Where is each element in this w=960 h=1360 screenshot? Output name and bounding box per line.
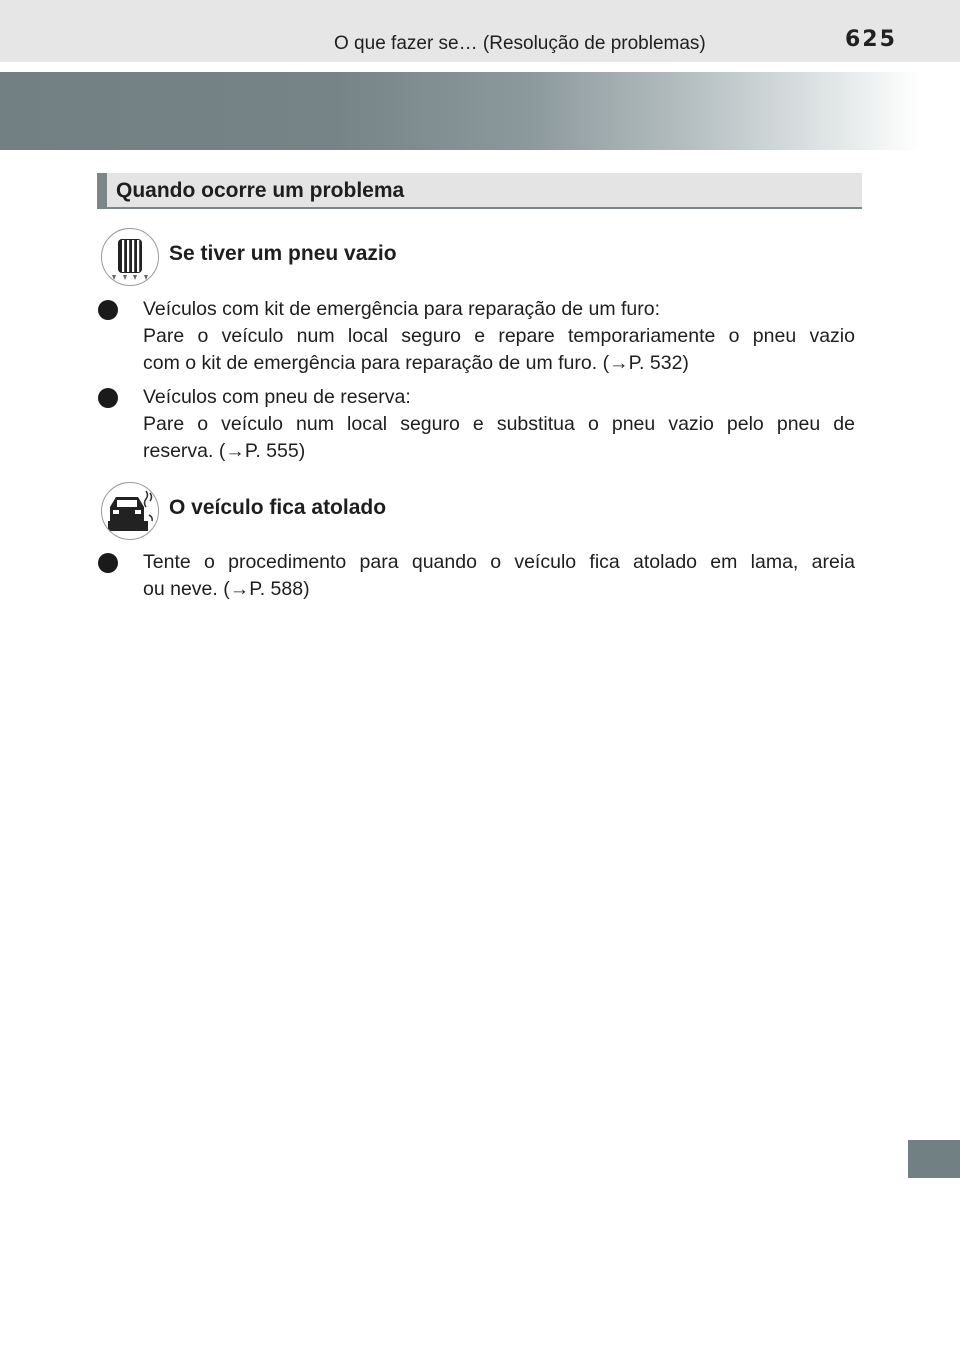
flat-tire-icon: [101, 228, 159, 286]
subsection-title-flat-tire: Se tiver um pneu vazio: [169, 242, 397, 265]
list-item: [143, 296, 855, 377]
page-number: 625: [845, 27, 897, 52]
item-text: Tente o procedimento para quando o veículo fica atolado em lama, areia: [143, 551, 855, 573]
section-heading: [97, 173, 862, 209]
item-text: Pare o veículo num local seguro e repare temporariamente o pneu vazio: [143, 325, 855, 347]
bullet: [98, 388, 118, 408]
chapter-title: O que fazer se… (Resolução de problemas): [334, 33, 706, 54]
list-item: [143, 384, 855, 465]
bullet: [98, 553, 118, 573]
item-text: Veículos com pneu de reserva:: [143, 386, 411, 408]
chapter-banner: [0, 72, 960, 150]
stuck-vehicle-icon: [101, 482, 159, 540]
chapter-tab: [908, 1140, 960, 1178]
page-header: [0, 0, 960, 62]
bullet: [98, 300, 118, 320]
list-item: [143, 549, 855, 603]
subsection-title-stuck-vehicle: O veículo fica atolado: [169, 496, 387, 519]
item-text: Veículos com kit de emergência para reparação de um furo:: [143, 298, 661, 320]
item-text: ou neve. (→P. 588): [143, 578, 310, 600]
item-text: reserva. (→P. 555): [143, 440, 306, 462]
section-heading-text: Quando ocorre um problema: [116, 179, 405, 202]
item-text: Pare o veículo num local seguro e substitua o pneu vazio pelo pneu de: [143, 413, 855, 435]
item-text: com o kit de emergência para reparação de um furo. (→P. 532): [143, 352, 689, 374]
